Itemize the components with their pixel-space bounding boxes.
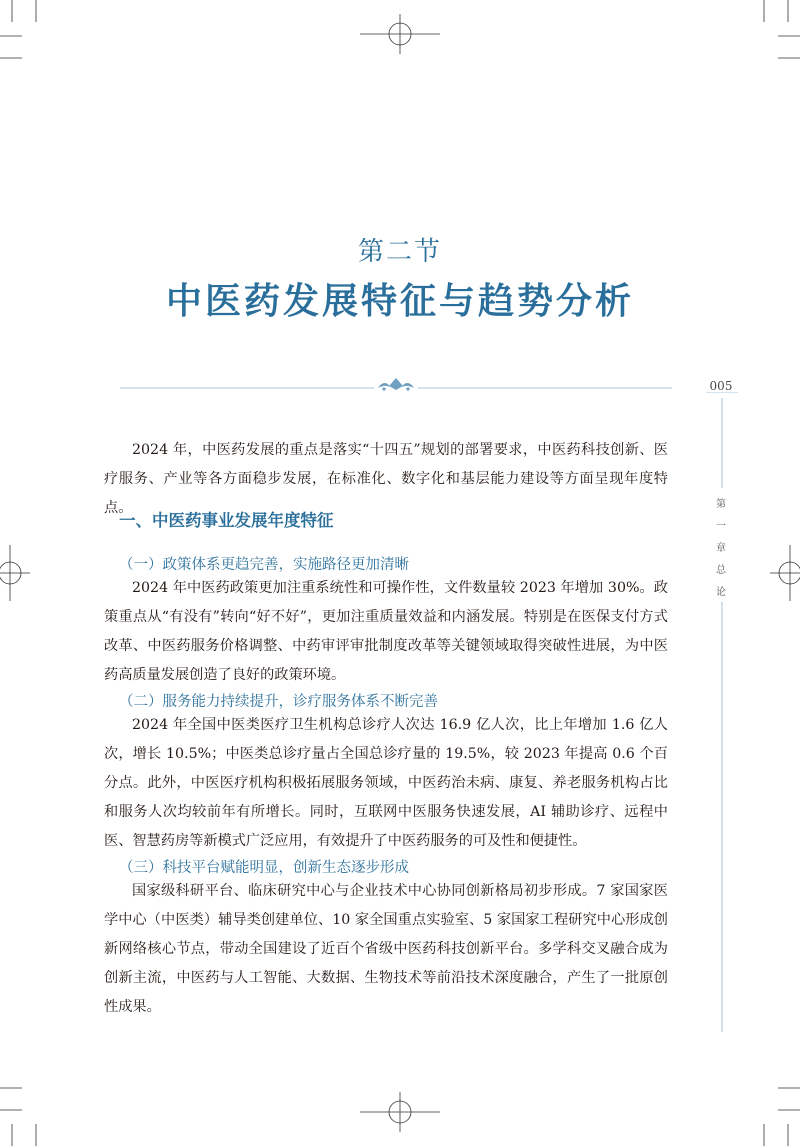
running-head	[710, 494, 732, 604]
paragraph-1: 2024 年中医药政策更加注重系统性和可操作性，文件数量较 2023 年增加 30%。政策重点从“有没有”转向“好不好”，更加注重质量效益和内涵发展。特别是在医保支付方式改革、中医药服务价格调整、中药审评审批制度改革等关键领域取得突破性进展，为中医药高质量发展创造了良好的政策环境。	[104, 580, 668, 683]
running-char: 总	[716, 565, 726, 576]
running-char: 章	[716, 543, 726, 554]
running-char: 一	[716, 521, 726, 532]
intro-paragraph: 2024 年，中医药发展的重点是落实“十四五”规划的部署要求，中医药科技创新、医疗服务、产业等各方面稳步发展，在标准化、数字化和基层能力建设等方面呈现年度特点。	[104, 442, 668, 516]
subheading-1: （一）政策体系更趋完善，实施路径更加清晰	[119, 557, 409, 573]
paragraph-2: 2024 年全国中医类医疗卫生机构总诊疗人次达 16.9 亿人次，比上年增加 1.6 亿人次，增长 10.5%；中医类总诊疗量占全国总诊疗量的 19.5%，较 2023 年提高 0.6 个百分点。此外，中医医疗机构积极拓展服务领域，中医药治未病、康复、养老服务机构占比和服务人次均较前年有所增长。同时，互联网中医服务快速发展，AI 辅助诊疗、远程中医、智慧药房等新模式广泛应用，有效提升了中医药服务的可及性和便捷性。	[104, 717, 668, 849]
paragraph-3: 国家级科研平台、临床研究中心与企业技术中心协同创新格局初步形成。7 家国家医学中心（中医类）辅导类创建单位、10 家全国重点实验室、5 家国家工程研究中心形成创新网络核心节点，带动全国建设了近百个省级中医药科技创新平台。多学科交叉融合成为创新主流，中医药与人工智能、大数据、生物技术等前沿技术深度融合，产生了一批原创性成果。	[104, 883, 668, 1015]
running-char: 第	[716, 499, 726, 510]
margin-rule	[704, 392, 740, 1032]
subheading-2: （二）服务能力持续提升，诊疗服务体系不断完善	[119, 694, 438, 710]
subheading-3: （三）科技平台赋能明显，创新生态逐步形成	[119, 860, 409, 876]
page-number: 005	[709, 379, 733, 393]
section-number: 第二节	[357, 237, 442, 267]
heading-level-1: 一、中医药事业发展年度特征	[119, 511, 334, 530]
section-title: 中医药发展特征与趋势分析	[165, 281, 634, 322]
running-char: 论	[716, 587, 726, 598]
divider-ornament-icon	[120, 372, 672, 396]
